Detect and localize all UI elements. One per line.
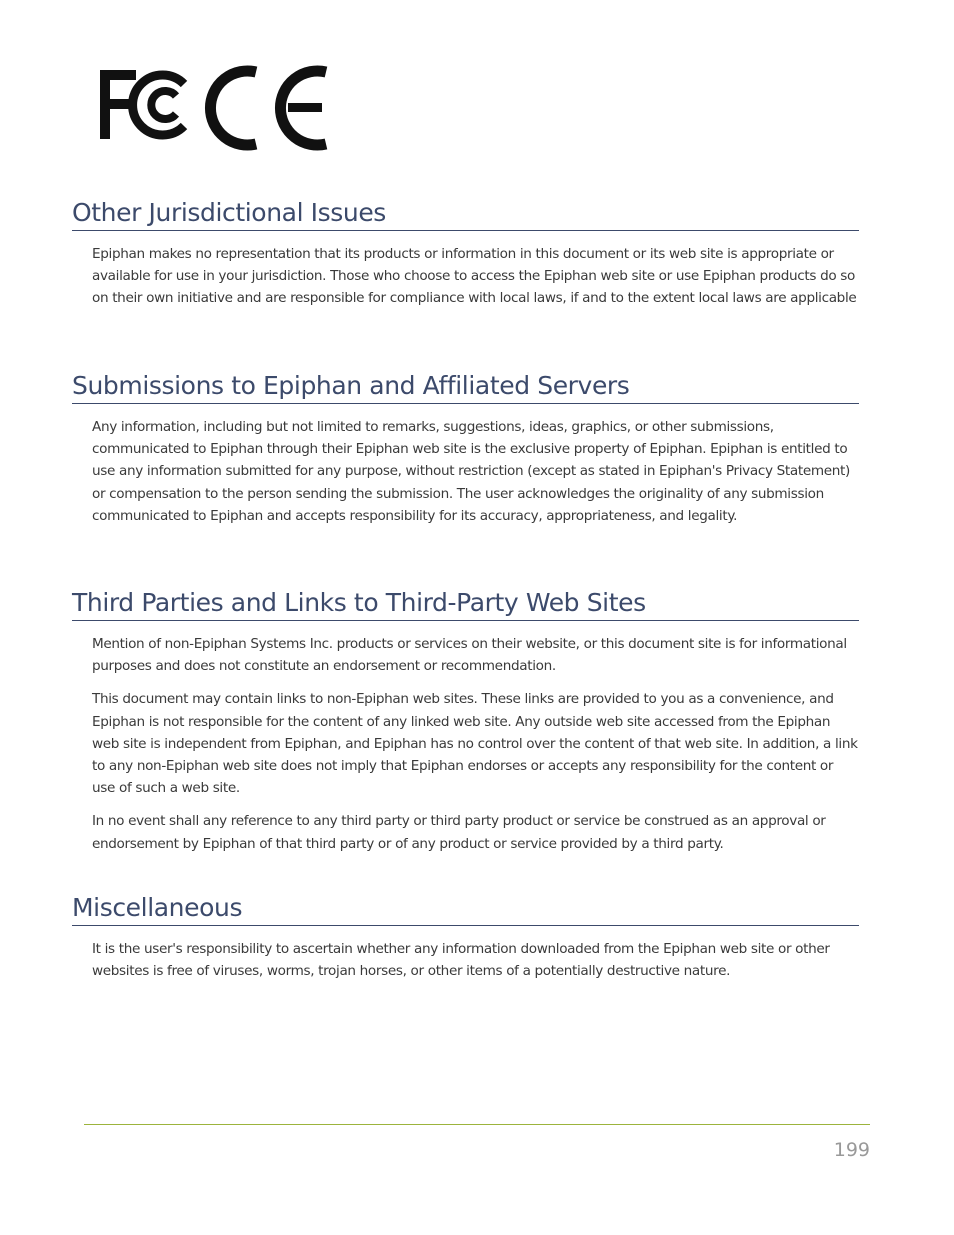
paragraph: Epiphan makes no representation that its products or information in this document or its web site is appropriate or available for use in your jurisdiction. Those who choose to access the Epiphan web site or use Epiphan products do so on their own initiative and are responsible for compliance with local laws, if and to the extent local laws are applicable — [92, 246, 857, 307]
section-other-jurisdictional-issues — [72, 196, 859, 321]
section-body — [72, 416, 859, 527]
page-number: 199 — [833, 1139, 870, 1161]
paragraph: It is the user's responsibility to ascertain whether any information downloaded from the Epiphan web site or other websites is free of viruses, worms, trojan horses, or other items of a potentially destructive nature. — [92, 941, 830, 980]
section-title: Other Jurisdictional Issues — [72, 196, 859, 231]
section-title: Miscellaneous — [72, 891, 859, 926]
section-miscellaneous — [72, 891, 859, 993]
fcc-ce-logo-graphic — [98, 64, 330, 152]
paragraph: In no event shall any reference to any third party or third party product or service be construed as an approval or endorsement by Epiphan of that third party or of any product or service provided by a third party. — [92, 813, 826, 852]
fcc-ce-logo-icon — [98, 64, 330, 152]
section-title: Submissions to Epiphan and Affiliated Servers — [72, 369, 859, 404]
section-third-parties — [72, 586, 859, 866]
paragraph: Any information, including but not limited to remarks, suggestions, ideas, graphics, or other submissions, communicated to Epiphan through their Epiphan web site is the exclusive property of Epiphan. Epiphan is entitled to use any information submitted for any purpose, without restriction (except as stated in Epiphan's Privacy Statement) or compensation to the person sending the submission. The user acknowledges the originality of any submission communicated to Epiphan and accepts responsibility for its accuracy, appropriateness, and legality. — [92, 419, 850, 524]
section-title: Third Parties and Links to Third-Party Web Sites — [72, 586, 859, 621]
paragraph: Mention of non-Epiphan Systems Inc. products or services on their website, or this document site is for informational purposes and does not constitute an endorsement or recommendation. — [92, 636, 847, 675]
section-body — [72, 938, 859, 982]
footer-divider — [84, 1124, 870, 1125]
paragraph: This document may contain links to non-Epiphan web sites. These links are provided to you as a convenience, and Epiphan is not responsible for the content of any linked web site. Any outside web site accessed from the Epiphan web site is independent from Epiphan, and Epiphan has no control over the content of that web site. In addition, a link to any non-Epiphan web site does not imply that Epiphan endorses or accepts any responsibility for the content or use of such a web site. — [92, 691, 858, 797]
section-body — [72, 633, 859, 855]
section-body — [72, 243, 859, 310]
section-submissions — [72, 369, 859, 538]
